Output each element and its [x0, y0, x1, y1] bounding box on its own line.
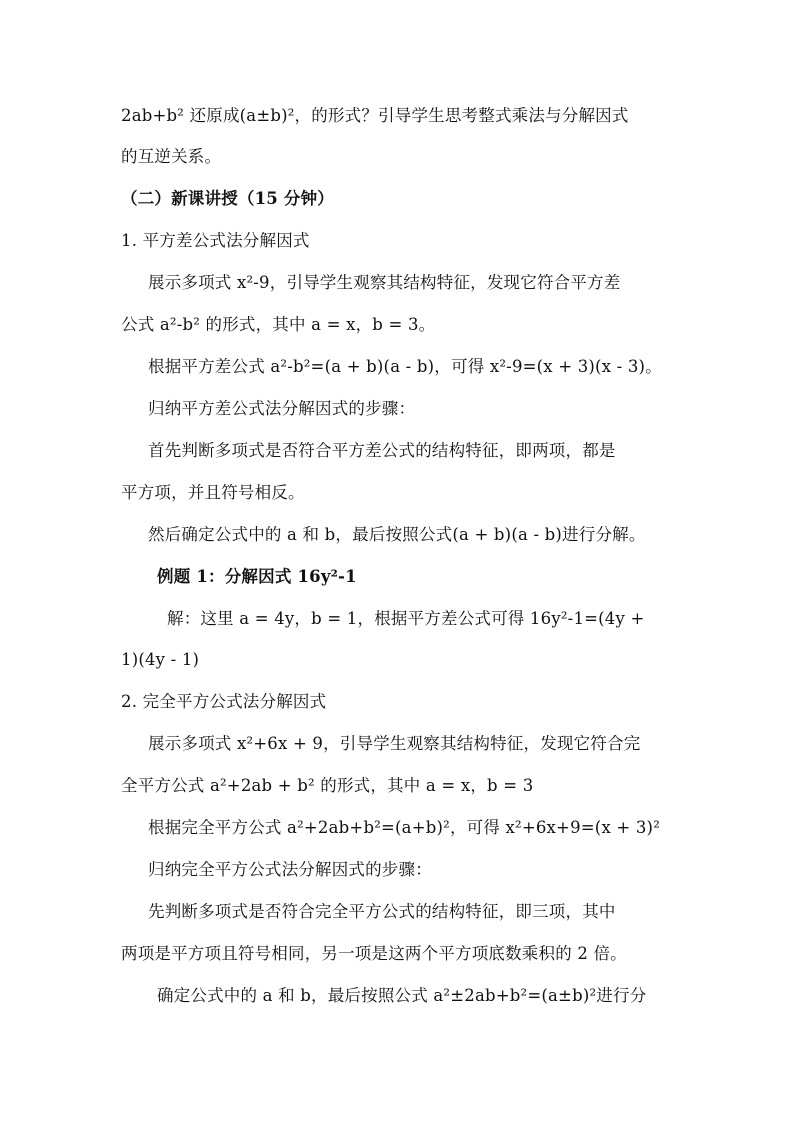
- subsection-heading: 1. 平方差公式法分解因式: [121, 231, 310, 250]
- example-heading: 例题 1：分解因式 16y²-1: [157, 567, 357, 586]
- paragraph-line: 2ab+b² 还原成(a±b)²，的形式？引导学生思考整式乘法与分解因式: [121, 106, 629, 125]
- paragraph-line: 的互逆关系。: [121, 147, 222, 166]
- section-heading: （二）新课讲授（15 分钟）: [121, 189, 335, 208]
- paragraph-line: 首先判断多项式是否符合平方差公式的结构特征，即两项，都是: [148, 441, 616, 460]
- paragraph-line: 1)(4y - 1): [121, 650, 200, 669]
- paragraph-line: 先判断多项式是否符合完全平方公式的结构特征，即三项，其中: [148, 902, 616, 921]
- paragraph-line: 然后确定公式中的 a 和 b，最后按照公式(a + b)(a - b)进行分解。: [148, 525, 646, 544]
- paragraph-line: 平方项，并且符号相反。: [121, 483, 305, 502]
- paragraph-line: 展示多项式 x²+6x + 9，引导学生观察其结构特征，发现它符合完: [148, 734, 641, 753]
- paragraph-line: 两项是平方项且符号相同，另一项是这两个平方项底数乘积的 2 倍。: [121, 944, 627, 963]
- paragraph-line: 解：这里 a = 4y，b = 1，根据平方差公式可得 16y²-1=(4y +: [167, 609, 645, 628]
- paragraph-line: 根据平方差公式 a²-b²=(a + b)(a - b)，可得 x²-9=(x + 3)(x - 3)。: [148, 357, 662, 376]
- subsection-heading: 2. 完全平方公式法分解因式: [121, 692, 327, 711]
- paragraph-line: 确定公式中的 a 和 b，最后按照公式 a²±2ab+b²=(a±b)²进行分: [157, 986, 647, 1005]
- paragraph-line: 公式 a²-b² 的形式，其中 a = x，b = 3。: [121, 315, 436, 334]
- paragraph-line: 根据完全平方公式 a²+2ab+b²=(a+b)²，可得 x²+6x+9=(x + 3)²: [148, 818, 661, 837]
- paragraph-line: 展示多项式 x²-9，引导学生观察其结构特征，发现它符合平方差: [148, 273, 621, 292]
- paragraph-line: 归纳平方差公式法分解因式的步骤：: [148, 399, 416, 418]
- paragraph-line: 归纳完全平方公式法分解因式的步骤：: [148, 860, 432, 879]
- paragraph-line: 全平方公式 a²+2ab + b² 的形式，其中 a = x，b = 3: [121, 776, 534, 795]
